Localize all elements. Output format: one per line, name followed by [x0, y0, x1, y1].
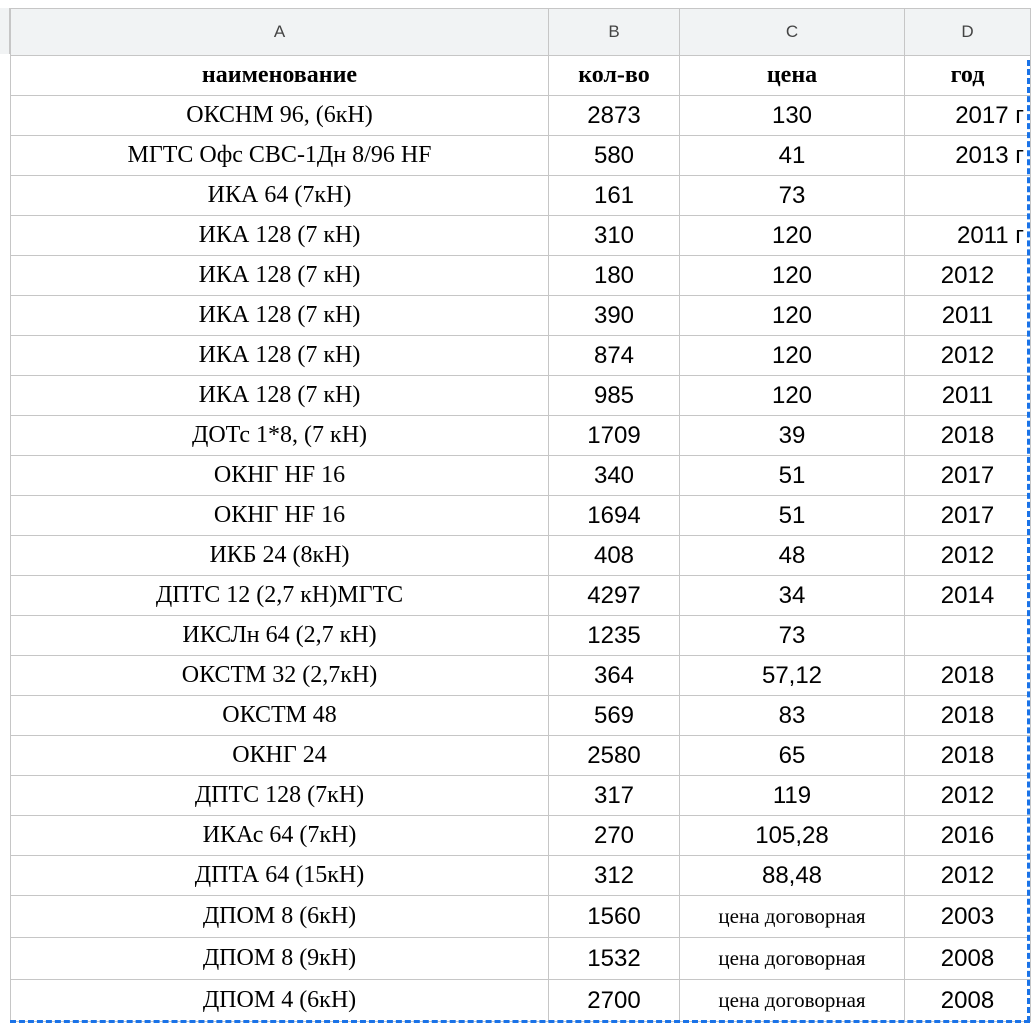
table-row: [11, 336, 1031, 376]
cell-year[interactable]: 2018: [905, 656, 1031, 696]
cell-name[interactable]: ИКА 64 (7кН): [11, 176, 549, 216]
cell-price[interactable]: 83: [680, 696, 905, 736]
table-row: [11, 980, 1031, 1022]
cell-qty[interactable]: 985: [549, 376, 680, 416]
table-row: [11, 696, 1031, 736]
table-row: [11, 216, 1031, 256]
header-cell-qty[interactable]: кол-во: [549, 56, 680, 96]
cell-qty[interactable]: 390: [549, 296, 680, 336]
cell-year[interactable]: 2018: [905, 696, 1031, 736]
table-row: [11, 416, 1031, 456]
cell-price[interactable]: 119: [680, 776, 905, 816]
cell-year[interactable]: [905, 616, 1031, 656]
cell-name[interactable]: ОКСТМ 32 (2,7кН): [11, 656, 549, 696]
cell-price[interactable]: 39: [680, 416, 905, 456]
cell-year[interactable]: 2018: [905, 736, 1031, 776]
table-row: [11, 256, 1031, 296]
cell-name[interactable]: ИКА 128 (7 кН): [11, 376, 549, 416]
table-row: [11, 296, 1031, 336]
cell-qty[interactable]: 317: [549, 776, 680, 816]
cell-year[interactable]: 2017: [905, 456, 1031, 496]
table-row: [11, 376, 1031, 416]
header-cell-name[interactable]: наименование: [11, 56, 549, 96]
header-row: [11, 56, 1031, 96]
table-row: [11, 896, 1031, 938]
cell-year[interactable]: 2012: [905, 856, 1031, 896]
cell-name[interactable]: ДОТс 1*8, (7 кН): [11, 416, 549, 456]
cell-qty[interactable]: 1235: [549, 616, 680, 656]
cell-year[interactable]: 2008: [905, 938, 1031, 980]
cell-qty[interactable]: 569: [549, 696, 680, 736]
cell-price[interactable]: 120: [680, 296, 905, 336]
header-cell-year[interactable]: год: [905, 56, 1031, 96]
selection-border-right: [1027, 60, 1030, 1022]
cell-qty[interactable]: 312: [549, 856, 680, 896]
table-row: [11, 736, 1031, 776]
cell-qty[interactable]: 1560: [549, 896, 680, 938]
cell-qty[interactable]: 310: [549, 216, 680, 256]
cell-price[interactable]: цена договорная: [680, 896, 905, 938]
cell-qty[interactable]: 1532: [549, 938, 680, 980]
cell-year[interactable]: 2003: [905, 896, 1031, 938]
cell-qty[interactable]: 1709: [549, 416, 680, 456]
cell-price[interactable]: 34: [680, 576, 905, 616]
cell-qty[interactable]: 161: [549, 176, 680, 216]
spreadsheet-grid[interactable]: [10, 8, 1031, 1022]
cell-year[interactable]: 2017 г: [905, 96, 1031, 136]
cell-qty[interactable]: 4297: [549, 576, 680, 616]
table-row: [11, 536, 1031, 576]
cell-name[interactable]: ДПТС 12 (2,7 кН)МГТС: [11, 576, 549, 616]
table-row: [11, 456, 1031, 496]
cell-price[interactable]: 65: [680, 736, 905, 776]
cell-qty[interactable]: 364: [549, 656, 680, 696]
cell-price[interactable]: 120: [680, 216, 905, 256]
cell-name[interactable]: ИКСЛн 64 (2,7 кН): [11, 616, 549, 656]
cell-year[interactable]: 2014: [905, 576, 1031, 616]
table-row: [11, 96, 1031, 136]
cell-qty[interactable]: 2580: [549, 736, 680, 776]
cell-year[interactable]: 2012: [905, 536, 1031, 576]
cell-qty[interactable]: 408: [549, 536, 680, 576]
column-header-a[interactable]: A: [11, 9, 549, 56]
cell-name[interactable]: ДПТА 64 (15кН): [11, 856, 549, 896]
cell-year[interactable]: 2018: [905, 416, 1031, 456]
cell-name[interactable]: ДПОМ 8 (6кН): [11, 896, 549, 938]
cell-price[interactable]: цена договорная: [680, 980, 905, 1022]
table-row: [11, 136, 1031, 176]
row-header-corner[interactable]: [0, 8, 10, 54]
cell-name[interactable]: ДПОМ 4 (6кН): [11, 980, 549, 1022]
table-row: [11, 938, 1031, 980]
cell-year[interactable]: 2013 г: [905, 136, 1031, 176]
cell-name[interactable]: ИКБ 24 (8кН): [11, 536, 549, 576]
cell-year[interactable]: 2012: [905, 256, 1031, 296]
cell-price[interactable]: 73: [680, 176, 905, 216]
cell-year[interactable]: 2012: [905, 336, 1031, 376]
cell-name[interactable]: МГТС Офс СВС-1Дн 8/96 HF: [11, 136, 549, 176]
cell-price[interactable]: 73: [680, 616, 905, 656]
cell-year[interactable]: 2011 г: [905, 216, 1031, 256]
cell-qty[interactable]: 180: [549, 256, 680, 296]
cell-name[interactable]: ДПОМ 8 (9кН): [11, 938, 549, 980]
cell-name[interactable]: ИКА 128 (7 кН): [11, 216, 549, 256]
cell-price[interactable]: 48: [680, 536, 905, 576]
table-row: [11, 496, 1031, 536]
cell-price[interactable]: 120: [680, 336, 905, 376]
cell-qty[interactable]: 340: [549, 456, 680, 496]
cell-qty[interactable]: 580: [549, 136, 680, 176]
cell-year[interactable]: 2016: [905, 816, 1031, 856]
column-header-c[interactable]: C: [680, 9, 905, 56]
table-row: [11, 776, 1031, 816]
cell-price[interactable]: 105,28: [680, 816, 905, 856]
table-row: [11, 656, 1031, 696]
cell-name[interactable]: ИКА 128 (7 кН): [11, 256, 549, 296]
cell-name[interactable]: ИКА 128 (7 кН): [11, 296, 549, 336]
cell-qty[interactable]: 874: [549, 336, 680, 376]
cell-qty[interactable]: 1694: [549, 496, 680, 536]
cell-price[interactable]: 120: [680, 256, 905, 296]
cell-name[interactable]: ОКНГ HF 16: [11, 456, 549, 496]
cell-name[interactable]: ДПТС 128 (7кН): [11, 776, 549, 816]
table-row: [11, 856, 1031, 896]
table-row: [11, 816, 1031, 856]
cell-price[interactable]: 51: [680, 496, 905, 536]
cell-year[interactable]: 2011: [905, 296, 1031, 336]
cell-price[interactable]: 51: [680, 456, 905, 496]
cell-price[interactable]: 88,48: [680, 856, 905, 896]
cell-price[interactable]: 120: [680, 376, 905, 416]
table-row: [11, 576, 1031, 616]
cell-name[interactable]: ОКНГ 24: [11, 736, 549, 776]
table-row: [11, 616, 1031, 656]
cell-year[interactable]: 2011: [905, 376, 1031, 416]
cell-name[interactable]: ОКНГ HF 16: [11, 496, 549, 536]
cell-year[interactable]: [905, 176, 1031, 216]
cell-name[interactable]: ОКСНМ 96, (6кН): [11, 96, 549, 136]
cell-name[interactable]: ИКА 128 (7 кН): [11, 336, 549, 376]
cell-price[interactable]: 57,12: [680, 656, 905, 696]
selection-border-bottom: [10, 1020, 1030, 1023]
cell-year[interactable]: 2017: [905, 496, 1031, 536]
cell-name[interactable]: ИКАс 64 (7кН): [11, 816, 549, 856]
cell-name[interactable]: ОКСТМ 48: [11, 696, 549, 736]
table-row: [11, 176, 1031, 216]
cell-year[interactable]: 2008: [905, 980, 1031, 1022]
column-header-b[interactable]: B: [549, 9, 680, 56]
cell-qty[interactable]: 2873: [549, 96, 680, 136]
cell-qty[interactable]: 270: [549, 816, 680, 856]
cell-year[interactable]: 2012: [905, 776, 1031, 816]
cell-qty[interactable]: 2700: [549, 980, 680, 1022]
cell-price[interactable]: цена договорная: [680, 938, 905, 980]
column-header-d[interactable]: D: [905, 9, 1031, 56]
cell-price[interactable]: 130: [680, 96, 905, 136]
cell-price[interactable]: 41: [680, 136, 905, 176]
header-cell-price[interactable]: цена: [680, 56, 905, 96]
